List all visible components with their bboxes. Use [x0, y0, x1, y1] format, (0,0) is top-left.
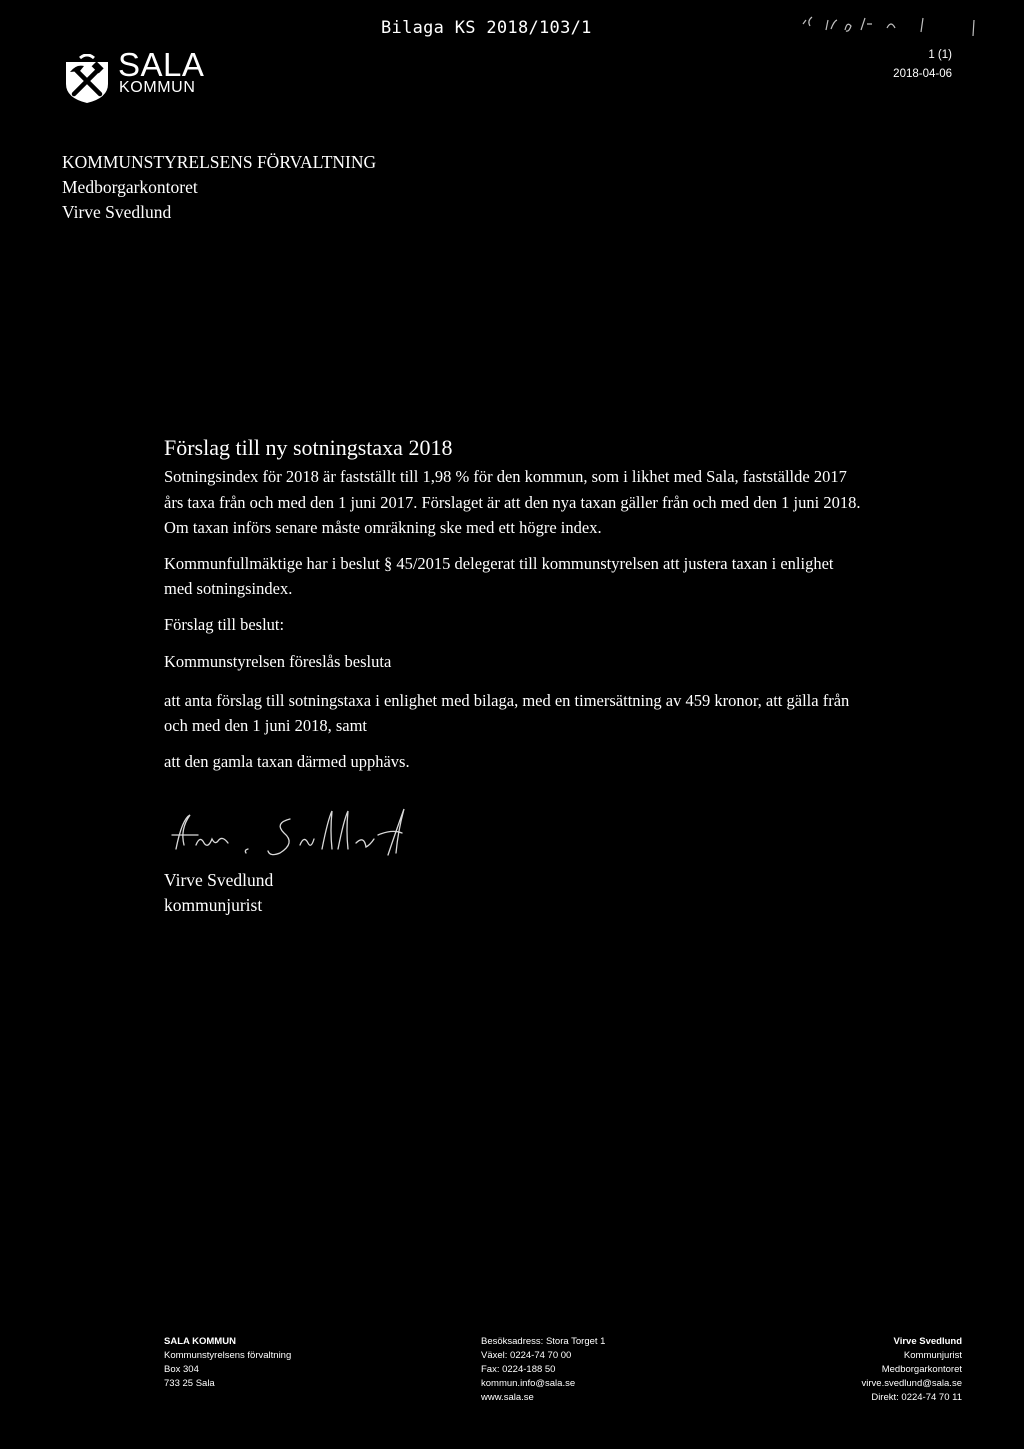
paragraph-board-decides: Kommunstyrelsen föreslås besluta	[164, 652, 392, 671]
footer-person-title: Kommunjurist	[903, 1350, 962, 1361]
footer-fax: Fax: 0224-188 50	[481, 1364, 556, 1375]
footer-org-unit: Kommunstyrelsens förvaltning	[164, 1350, 292, 1361]
footer-person-office: Medborgarkontoret	[881, 1364, 962, 1375]
footer-person-name: Virve Svedlund	[893, 1336, 962, 1347]
hammer-pick-crest-icon	[62, 54, 112, 104]
paragraph-decision-adopt: att anta förslag till sotningstaxa i enlighet med bilaga, med en timersättning av 459 kronor, att gälla från och med den 1 juni 2018, samt	[164, 690, 850, 735]
signer-block	[164, 868, 273, 918]
sender-person: Virve Svedlund	[62, 202, 172, 222]
footer-switchboard: Växel: 0224-74 70 00	[481, 1350, 572, 1361]
paragraph-delegation: Kommunfullmäktige har i beslut § 45/2015 delegerat till kommunstyrelsen att justera taxan i enlighet med sotningsindex.	[164, 553, 834, 598]
sender-block	[62, 150, 376, 225]
footer-person-direct: Direkt: 0224-74 70 11	[871, 1392, 962, 1403]
logo-subtitle: KOMMUN	[119, 79, 196, 96]
sender-department: KOMMUNSTYRELSENS FÖRVALTNING	[62, 152, 377, 172]
sender-office: Medborgarkontoret	[62, 177, 198, 197]
footer-web-link[interactable]: www.sala.se	[481, 1392, 534, 1403]
footer-org-box: Box 304	[164, 1364, 199, 1375]
logo-name: SALA	[118, 46, 205, 83]
footer-organisation	[164, 1335, 291, 1391]
footer-person-email-link[interactable]: virve.svedlund@sala.se	[861, 1378, 962, 1389]
document-title: Förslag till ny sotningstaxa 2018	[164, 435, 453, 460]
paragraph-index: Sotningsindex för 2018 är fastställt till 1,98 % för den kommun, som i likhet med Sala, fastställde 2017 års taxa från och med den 1 juni 2017. Förslaget är att den nya taxan gäller från och med den 1 juni 2018. Om taxan införs senare måste omräkning ske med ett högre index.	[164, 467, 861, 537]
sala-kommun-logo	[62, 46, 222, 108]
footer-person	[862, 1335, 962, 1405]
document-date: 2018-04-06	[893, 68, 952, 80]
page-number: 1 (1)	[928, 49, 952, 61]
footer-contact	[481, 1335, 605, 1405]
handwritten-signature	[170, 805, 440, 865]
attachment-reference: Bilaga KS 2018/103/1	[381, 18, 592, 38]
footer-org-postal: 733 25 Sala	[164, 1378, 215, 1389]
footer-visit-address: Besöksadress: Stora Torget 1	[481, 1336, 606, 1347]
handwritten-stamp-mark	[801, 12, 981, 40]
signer-name: Virve Svedlund	[164, 870, 274, 890]
footer-org-name: SALA KOMMUN	[164, 1336, 236, 1347]
document-body	[164, 434, 864, 774]
paragraph-decision-repeal: att den gamla taxan därmed upphävs.	[164, 751, 410, 771]
footer-email-link[interactable]: kommun.info@sala.se	[481, 1378, 576, 1389]
signer-title: kommunjurist	[164, 895, 263, 915]
paragraph-proposal-heading: Förslag till beslut:	[164, 614, 285, 634]
